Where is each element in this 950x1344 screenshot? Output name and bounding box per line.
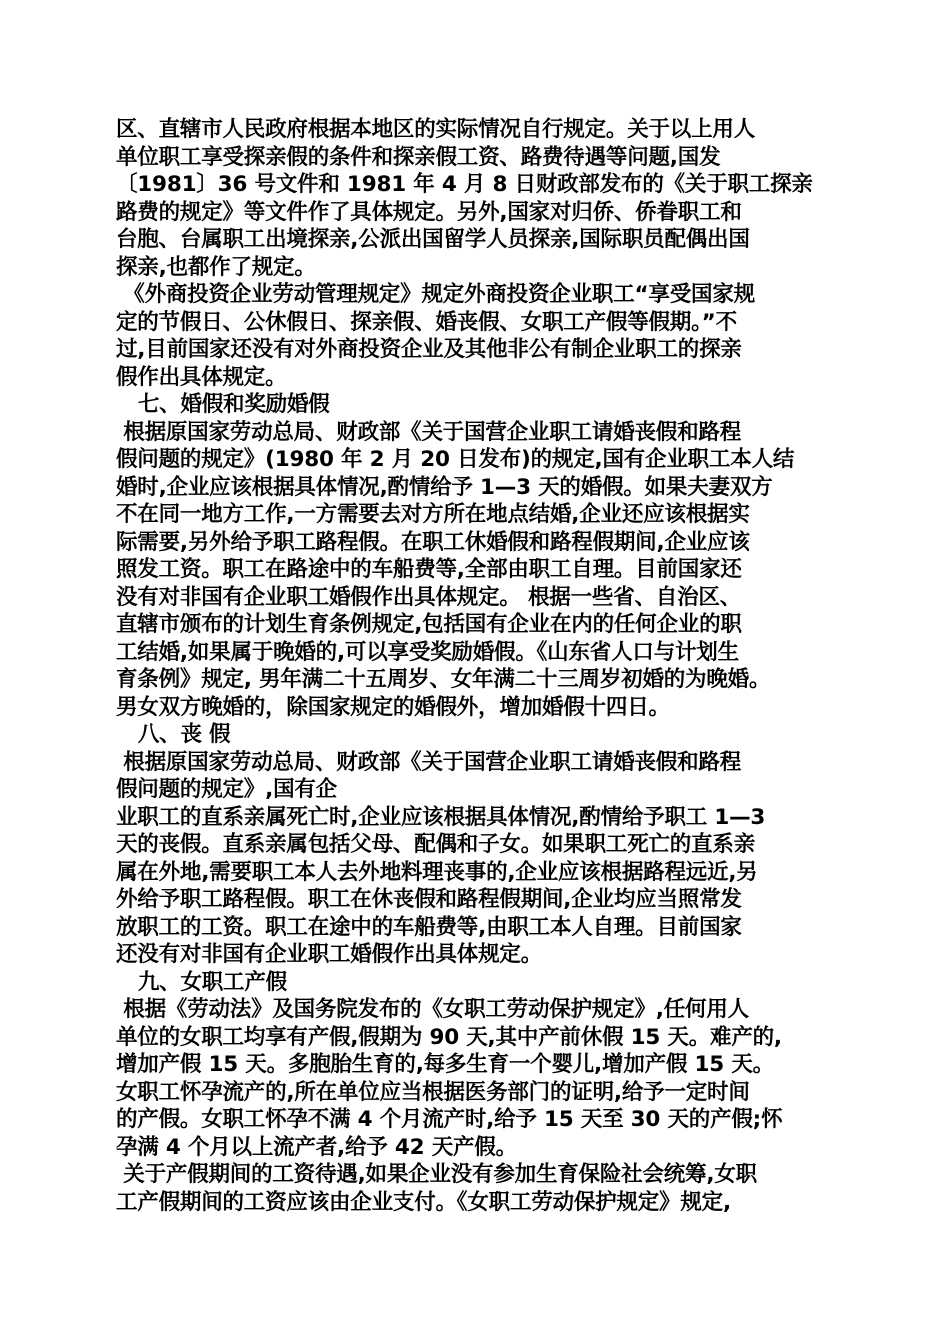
text-line: 增加产假 15 天。多胞胎生育的,每多生育一个婴儿,增加产假 15 天。 xyxy=(116,1052,774,1077)
text-line: 区、直辖市人民政府根据本地区的实际情况自行规定。关于以上用人 xyxy=(116,117,756,142)
text-line: 《外商投资企业劳动管理规定》规定外商投资企业职工“享受国家规 xyxy=(116,282,755,307)
text-line: 天的丧假。直系亲属包括父母、配偶和子女。如果职工死亡的直系亲 xyxy=(116,832,756,857)
text-line: 婚时,企业应该根据具体情况,酌情给予 1—3 天的婚假。如果夫妻双方 xyxy=(116,474,773,500)
text-line: 放职工的工资。职工在途中的车船费等,由职工本人自理。目前国家 xyxy=(116,914,742,940)
text-line: 根据原国家劳动总局、财政部《关于国营企业职工请婚丧假和路程 xyxy=(116,749,741,775)
document-body xyxy=(116,116,846,1216)
text-line: 路费的规定》等文件作了具体规定。另外,国家对归侨、侨眷职工和 xyxy=(116,199,742,225)
text-line: 根据《劳动法》及国务院发布的《女职工劳动保护规定》,任何用人 xyxy=(116,997,749,1022)
text-line: 不在同一地方工作,一方需要去对方所在地点结婚,企业还应该根据实 xyxy=(116,502,750,527)
text-line: 外给予职工路程假。职工在休丧假和路程假期间,企业均应当照常发 xyxy=(116,887,742,912)
text-line: 台胞、台属职工出境探亲,公派出国留学人员探亲,国际职员配偶出国 xyxy=(116,227,750,252)
text-line: 假作出具体规定。 xyxy=(116,364,287,390)
text-line: 照发工资。职工在路途中的车船费等,全部由职工自理。目前国家还 xyxy=(116,557,742,582)
text-line: 九、女职工产假 xyxy=(116,969,287,995)
text-line: 还没有对非国有企业职工婚假作出具体规定。 xyxy=(116,942,543,967)
text-line: 七、婚假和奖励婚假 xyxy=(116,392,330,417)
text-line: 没有对非国有企业职工婚假作出具体规定。 根据一些省、自治区、 xyxy=(116,584,741,610)
text-line: 关于产假期间的工资待遇,如果企业没有参加生育保险社会统筹,女职 xyxy=(116,1162,757,1187)
text-line: 根据原国家劳动总局、财政部《关于国营企业职工请婚丧假和路程 xyxy=(116,419,741,445)
text-line: 育条例》规定, 男年满二十五周岁、女年满二十三周岁初婚的为晚婚。 xyxy=(116,667,771,692)
text-line: 孕满 4 个月以上流产者,给予 42 天产假。 xyxy=(116,1134,517,1160)
text-line: 业职工的直系亲属死亡时,企业应该根据具体情况,酌情给予职工 1—3 xyxy=(116,804,766,830)
text-line: 八、丧 假 xyxy=(116,722,231,747)
text-line: 工产假期间的工资应该由企业支付。《女职工劳动保护规定》规定, xyxy=(116,1189,731,1215)
text-line: 工结婚,如果属于晚婚的,可以享受奖励婚假。《山东省人口与计划生 xyxy=(116,639,739,665)
text-line: 直辖市颁布的计划生育条例规定,包括国有企业在内的任何企业的职 xyxy=(116,612,742,637)
text-line: 女职工怀孕流产的,所在单位应当根据医务部门的证明,给予一定时间 xyxy=(116,1079,750,1105)
text-line: 过,目前国家还没有对外商投资企业及其他非公有制企业职工的探亲 xyxy=(116,337,742,362)
text-line: 假问题的规定》,国有企 xyxy=(116,777,337,802)
text-line: 的产假。女职工怀孕不满 4 个月流产时,给予 15 天至 30 天的产假;怀 xyxy=(116,1107,783,1132)
text-line: 定的节假日、公休假日、探亲假、婚丧假、女职工产假等假期。”不 xyxy=(116,309,737,335)
text-line: 单位的女职工均享有产假,假期为 90 天,其中产前休假 15 天。难产的, xyxy=(116,1024,782,1050)
text-line: 单位职工享受探亲假的条件和探亲假工资、路费待遇等问题,国发 xyxy=(116,144,721,170)
text-line: 际需要,另外给予职工路程假。在职工休婚假和路程假期间,企业应该 xyxy=(116,529,750,555)
text-line: 探亲,也都作了规定。 xyxy=(116,254,316,280)
text-line: 假问题的规定》(1980 年 2 月 20 日发布)的规定,国有企业职工本人结 xyxy=(116,447,795,472)
text-line: 男女双方晚婚的，除国家规定的婚假外，增加婚假十四日。 xyxy=(116,694,670,720)
text-line: 〔1981〕36 号文件和 1981 年 4 月 8 日财政部发布的《关于职工探亲 xyxy=(116,172,813,197)
text-line: 属在外地,需要职工本人去外地料理丧事的,企业应该根据路程远近,另 xyxy=(116,859,758,885)
